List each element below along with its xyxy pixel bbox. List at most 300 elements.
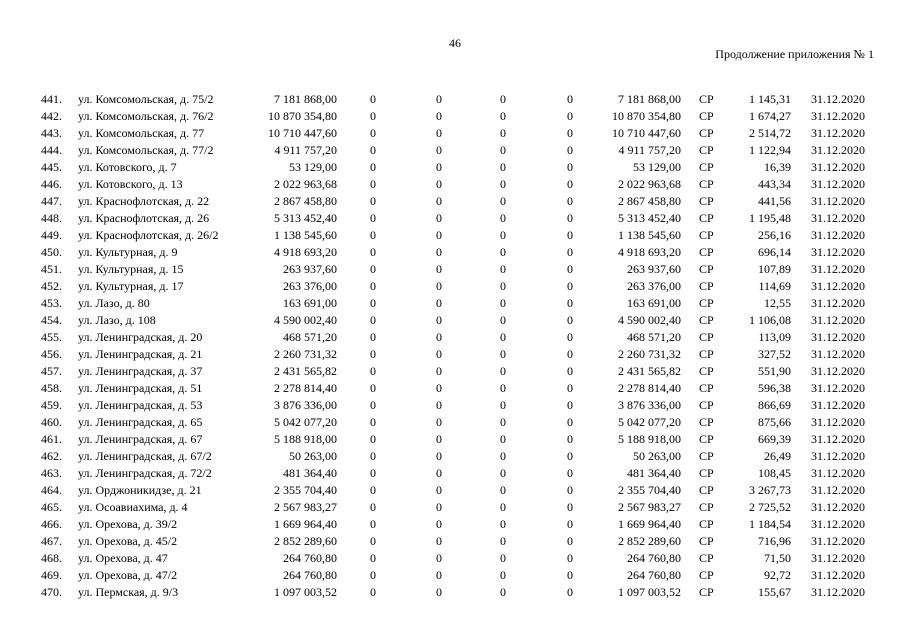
table-row (0, 329, 905, 346)
source-cell: СР (699, 551, 714, 565)
source-cell: СР (699, 92, 714, 106)
date-cell: 31.12.2020 (811, 330, 865, 344)
zero-cell-4: 0 (567, 160, 573, 174)
zero-cell-4: 0 (567, 194, 573, 208)
zero-cell-2: 0 (436, 585, 442, 599)
zero-cell-1: 0 (370, 381, 376, 395)
date-cell: 31.12.2020 (811, 228, 865, 242)
zero-cell-3: 0 (500, 262, 506, 276)
zero-cell-4: 0 (567, 279, 573, 293)
address-cell: ул. Ленинградская, д. 67/2 (78, 449, 212, 463)
row-number: 455. (41, 330, 62, 344)
zero-cell-4: 0 (567, 211, 573, 225)
row-number: 465. (41, 500, 62, 514)
table-row (0, 176, 905, 193)
zero-cell-1: 0 (370, 92, 376, 106)
address-cell: ул. Ленинградская, д. 72/2 (78, 466, 212, 480)
zero-cell-3: 0 (500, 143, 506, 157)
date-cell: 31.12.2020 (811, 143, 865, 157)
address-cell: ул. Ленинградская, д. 53 (78, 398, 203, 412)
row-number: 458. (41, 381, 62, 395)
table-row (0, 210, 905, 227)
source-cell: СР (699, 228, 714, 242)
zero-cell-3: 0 (500, 347, 506, 361)
zero-cell-4: 0 (567, 415, 573, 429)
zero-cell-2: 0 (436, 126, 442, 140)
row-number: 460. (41, 415, 62, 429)
source-cell: СР (699, 262, 714, 276)
cost-cell: 10 870 354,80 (268, 109, 337, 123)
source-cell: СР (699, 466, 714, 480)
area-cell: 327,52 (758, 347, 791, 361)
source-cell: СР (699, 109, 714, 123)
area-cell: 1 195,48 (749, 211, 791, 225)
cost-cell: 163 691,00 (283, 296, 337, 310)
source-cell: СР (699, 160, 714, 174)
cost-cell: 2 355 704,40 (274, 483, 337, 497)
table-row (0, 278, 905, 295)
zero-cell-2: 0 (436, 534, 442, 548)
total-cell: 3 876 336,00 (618, 398, 681, 412)
zero-cell-2: 0 (436, 92, 442, 106)
zero-cell-3: 0 (500, 364, 506, 378)
date-cell: 31.12.2020 (811, 109, 865, 123)
zero-cell-2: 0 (436, 330, 442, 344)
zero-cell-3: 0 (500, 160, 506, 174)
zero-cell-1: 0 (370, 177, 376, 191)
zero-cell-1: 0 (370, 347, 376, 361)
date-cell: 31.12.2020 (811, 398, 865, 412)
address-cell: ул. Орехова, д. 39/2 (78, 517, 178, 531)
area-cell: 16,39 (764, 160, 791, 174)
row-number: 445. (41, 160, 62, 174)
area-cell: 1 122,94 (749, 143, 791, 157)
row-number: 466. (41, 517, 62, 531)
table-row (0, 431, 905, 448)
zero-cell-4: 0 (567, 432, 573, 446)
date-cell: 31.12.2020 (811, 432, 865, 446)
source-cell: СР (699, 534, 714, 548)
zero-cell-4: 0 (567, 245, 573, 259)
source-cell: СР (699, 568, 714, 582)
address-cell: ул. Осоавиахима, д. 4 (78, 500, 188, 514)
source-cell: СР (699, 279, 714, 293)
area-cell: 113,09 (758, 330, 791, 344)
zero-cell-1: 0 (370, 534, 376, 548)
source-cell: СР (699, 415, 714, 429)
address-cell: ул. Ленинградская, д. 65 (78, 415, 203, 429)
total-cell: 10 870 354,80 (612, 109, 681, 123)
source-cell: СР (699, 245, 714, 259)
source-cell: СР (699, 364, 714, 378)
table-row (0, 295, 905, 312)
zero-cell-1: 0 (370, 568, 376, 582)
source-cell: СР (699, 381, 714, 395)
total-cell: 7 181 868,00 (618, 92, 681, 106)
zero-cell-4: 0 (567, 398, 573, 412)
date-cell: 31.12.2020 (811, 177, 865, 191)
zero-cell-1: 0 (370, 330, 376, 344)
address-cell: ул. Культурная, д. 15 (78, 262, 184, 276)
date-cell: 31.12.2020 (811, 160, 865, 174)
area-cell: 26,49 (764, 449, 791, 463)
zero-cell-1: 0 (370, 517, 376, 531)
zero-cell-1: 0 (370, 279, 376, 293)
cost-cell: 1 669 964,40 (274, 517, 337, 531)
row-number: 467. (41, 534, 62, 548)
zero-cell-4: 0 (567, 262, 573, 276)
zero-cell-1: 0 (370, 126, 376, 140)
zero-cell-2: 0 (436, 194, 442, 208)
address-cell: ул. Комсомольская, д. 75/2 (78, 92, 214, 106)
row-number: 448. (41, 211, 62, 225)
cost-cell: 2 852 289,60 (274, 534, 337, 548)
date-cell: 31.12.2020 (811, 500, 865, 514)
zero-cell-3: 0 (500, 415, 506, 429)
table-row (0, 193, 905, 210)
zero-cell-2: 0 (436, 432, 442, 446)
cost-cell: 468 571,20 (283, 330, 337, 344)
address-cell: ул. Орджоникидзе, д. 21 (78, 483, 202, 497)
total-cell: 481 364,40 (627, 466, 681, 480)
zero-cell-4: 0 (567, 92, 573, 106)
zero-cell-2: 0 (436, 211, 442, 225)
zero-cell-1: 0 (370, 398, 376, 412)
total-cell: 2 260 731,32 (618, 347, 681, 361)
cost-cell: 50 263,00 (289, 449, 337, 463)
table-row (0, 227, 905, 244)
zero-cell-3: 0 (500, 126, 506, 140)
zero-cell-2: 0 (436, 500, 442, 514)
zero-cell-3: 0 (500, 279, 506, 293)
row-number: 447. (41, 194, 62, 208)
total-cell: 2 567 983,27 (618, 500, 681, 514)
total-cell: 4 918 693,20 (618, 245, 681, 259)
zero-cell-3: 0 (500, 92, 506, 106)
zero-cell-3: 0 (500, 551, 506, 565)
zero-cell-4: 0 (567, 109, 573, 123)
area-cell: 3 267,73 (749, 483, 791, 497)
total-cell: 264 760,80 (627, 568, 681, 582)
zero-cell-1: 0 (370, 432, 376, 446)
source-cell: СР (699, 347, 714, 361)
table-row (0, 584, 905, 601)
zero-cell-2: 0 (436, 177, 442, 191)
source-cell: СР (699, 313, 714, 327)
zero-cell-3: 0 (500, 398, 506, 412)
area-cell: 114,69 (758, 279, 791, 293)
cost-cell: 5 188 918,00 (274, 432, 337, 446)
table-row (0, 312, 905, 329)
total-cell: 264 760,80 (627, 551, 681, 565)
table-row (0, 363, 905, 380)
data-table (0, 91, 905, 601)
area-cell: 1 184,54 (749, 517, 791, 531)
row-number: 444. (41, 143, 62, 157)
table-row (0, 125, 905, 142)
zero-cell-4: 0 (567, 347, 573, 361)
zero-cell-1: 0 (370, 449, 376, 463)
zero-cell-1: 0 (370, 500, 376, 514)
table-row (0, 397, 905, 414)
cost-cell: 2 867 458,80 (274, 194, 337, 208)
row-number: 468. (41, 551, 62, 565)
zero-cell-1: 0 (370, 143, 376, 157)
total-cell: 1 097 003,52 (618, 585, 681, 599)
row-number: 461. (41, 432, 62, 446)
source-cell: СР (699, 177, 714, 191)
row-number: 453. (41, 296, 62, 310)
table-row (0, 380, 905, 397)
area-cell: 1 106,08 (749, 313, 791, 327)
table-row (0, 516, 905, 533)
row-number: 441. (41, 92, 62, 106)
area-cell: 12,55 (764, 296, 791, 310)
date-cell: 31.12.2020 (811, 364, 865, 378)
address-cell: ул. Культурная, д. 17 (78, 279, 184, 293)
row-number: 470. (41, 585, 62, 599)
zero-cell-3: 0 (500, 483, 506, 497)
zero-cell-2: 0 (436, 347, 442, 361)
zero-cell-1: 0 (370, 585, 376, 599)
cost-cell: 2 567 983,27 (274, 500, 337, 514)
source-cell: СР (699, 211, 714, 225)
row-number: 456. (41, 347, 62, 361)
zero-cell-1: 0 (370, 466, 376, 480)
row-number: 446. (41, 177, 62, 191)
address-cell: ул. Орехова, д. 47/2 (78, 568, 178, 582)
table-row (0, 448, 905, 465)
cost-cell: 2 431 565,82 (274, 364, 337, 378)
zero-cell-2: 0 (436, 483, 442, 497)
zero-cell-2: 0 (436, 279, 442, 293)
cost-cell: 10 710 447,60 (268, 126, 337, 140)
area-cell: 716,96 (758, 534, 791, 548)
zero-cell-4: 0 (567, 143, 573, 157)
cost-cell: 7 181 868,00 (274, 92, 337, 106)
address-cell: ул. Орехова, д. 45/2 (78, 534, 178, 548)
date-cell: 31.12.2020 (811, 449, 865, 463)
source-cell: СР (699, 517, 714, 531)
row-number: 451. (41, 262, 62, 276)
table-row (0, 499, 905, 516)
zero-cell-3: 0 (500, 177, 506, 191)
zero-cell-1: 0 (370, 313, 376, 327)
area-cell: 155,67 (758, 585, 791, 599)
cost-cell: 263 376,00 (283, 279, 337, 293)
row-number: 462. (41, 449, 62, 463)
table-row (0, 533, 905, 550)
cost-cell: 481 364,40 (283, 466, 337, 480)
zero-cell-3: 0 (500, 313, 506, 327)
address-cell: ул. Лазо, д. 80 (78, 296, 150, 310)
area-cell: 92,72 (764, 568, 791, 582)
address-cell: ул. Орехова, д. 47 (78, 551, 168, 565)
cost-cell: 4 918 693,20 (274, 245, 337, 259)
cost-cell: 264 760,80 (283, 551, 337, 565)
date-cell: 31.12.2020 (811, 211, 865, 225)
total-cell: 263 376,00 (627, 279, 681, 293)
cost-cell: 53 129,00 (289, 160, 337, 174)
zero-cell-1: 0 (370, 211, 376, 225)
source-cell: СР (699, 500, 714, 514)
source-cell: СР (699, 126, 714, 140)
zero-cell-3: 0 (500, 568, 506, 582)
zero-cell-4: 0 (567, 534, 573, 548)
zero-cell-2: 0 (436, 398, 442, 412)
zero-cell-2: 0 (436, 143, 442, 157)
total-cell: 2 022 963,68 (618, 177, 681, 191)
date-cell: 31.12.2020 (811, 194, 865, 208)
zero-cell-4: 0 (567, 466, 573, 480)
date-cell: 31.12.2020 (811, 585, 865, 599)
source-cell: СР (699, 143, 714, 157)
page-number: 46 (449, 36, 461, 50)
zero-cell-2: 0 (436, 364, 442, 378)
table-row (0, 550, 905, 567)
zero-cell-2: 0 (436, 109, 442, 123)
table-row (0, 159, 905, 176)
address-cell: ул. Котовского, д. 7 (78, 160, 177, 174)
date-cell: 31.12.2020 (811, 313, 865, 327)
source-cell: СР (699, 483, 714, 497)
row-number: 450. (41, 245, 62, 259)
source-cell: СР (699, 330, 714, 344)
total-cell: 4 911 757,20 (618, 143, 681, 157)
source-cell: СР (699, 432, 714, 446)
address-cell: ул. Комсомольская, д. 77 (78, 126, 205, 140)
table-row (0, 567, 905, 584)
zero-cell-4: 0 (567, 551, 573, 565)
date-cell: 31.12.2020 (811, 381, 865, 395)
table-row (0, 108, 905, 125)
zero-cell-2: 0 (436, 415, 442, 429)
area-cell: 107,89 (758, 262, 791, 276)
address-cell: ул. Лазо, д. 108 (78, 313, 156, 327)
address-cell: ул. Краснофлотская, д. 22 (78, 194, 210, 208)
table-row (0, 414, 905, 431)
zero-cell-3: 0 (500, 534, 506, 548)
zero-cell-2: 0 (436, 466, 442, 480)
address-cell: ул. Котовского, д. 13 (78, 177, 183, 191)
total-cell: 2 852 289,60 (618, 534, 681, 548)
zero-cell-4: 0 (567, 330, 573, 344)
total-cell: 2 431 565,82 (618, 364, 681, 378)
zero-cell-4: 0 (567, 177, 573, 191)
row-number: 442. (41, 109, 62, 123)
source-cell: СР (699, 585, 714, 599)
table-row (0, 482, 905, 499)
zero-cell-1: 0 (370, 228, 376, 242)
row-number: 464. (41, 483, 62, 497)
zero-cell-1: 0 (370, 109, 376, 123)
date-cell: 31.12.2020 (811, 466, 865, 480)
cost-cell: 1 138 545,60 (274, 228, 337, 242)
area-cell: 256,16 (758, 228, 791, 242)
area-cell: 866,69 (758, 398, 791, 412)
zero-cell-3: 0 (500, 517, 506, 531)
area-cell: 596,38 (758, 381, 791, 395)
date-cell: 31.12.2020 (811, 126, 865, 140)
area-cell: 443,34 (758, 177, 791, 191)
zero-cell-2: 0 (436, 449, 442, 463)
zero-cell-4: 0 (567, 381, 573, 395)
zero-cell-4: 0 (567, 483, 573, 497)
zero-cell-1: 0 (370, 483, 376, 497)
date-cell: 31.12.2020 (811, 517, 865, 531)
area-cell: 71,50 (764, 551, 791, 565)
total-cell: 10 710 447,60 (612, 126, 681, 140)
total-cell: 50 263,00 (633, 449, 681, 463)
zero-cell-2: 0 (436, 228, 442, 242)
table-row (0, 142, 905, 159)
cost-cell: 4 911 757,20 (274, 143, 337, 157)
address-cell: ул. Ленинградская, д. 67 (78, 432, 203, 446)
total-cell: 5 188 918,00 (618, 432, 681, 446)
total-cell: 2 278 814,40 (618, 381, 681, 395)
zero-cell-2: 0 (436, 313, 442, 327)
zero-cell-4: 0 (567, 364, 573, 378)
zero-cell-1: 0 (370, 296, 376, 310)
row-number: 463. (41, 466, 62, 480)
area-cell: 696,14 (758, 245, 791, 259)
row-number: 452. (41, 279, 62, 293)
zero-cell-4: 0 (567, 296, 573, 310)
total-cell: 1 138 545,60 (618, 228, 681, 242)
date-cell: 31.12.2020 (811, 245, 865, 259)
zero-cell-2: 0 (436, 245, 442, 259)
cost-cell: 2 022 963,68 (274, 177, 337, 191)
total-cell: 468 571,20 (627, 330, 681, 344)
row-number: 457. (41, 364, 62, 378)
table-row (0, 91, 905, 108)
source-cell: СР (699, 398, 714, 412)
date-cell: 31.12.2020 (811, 551, 865, 565)
area-cell: 875,66 (758, 415, 791, 429)
zero-cell-3: 0 (500, 228, 506, 242)
zero-cell-4: 0 (567, 500, 573, 514)
total-cell: 263 937,60 (627, 262, 681, 276)
cost-cell: 4 590 002,40 (274, 313, 337, 327)
table-row (0, 465, 905, 482)
zero-cell-4: 0 (567, 449, 573, 463)
zero-cell-2: 0 (436, 381, 442, 395)
zero-cell-4: 0 (567, 126, 573, 140)
area-cell: 2 514,72 (749, 126, 791, 140)
total-cell: 5 042 077,20 (618, 415, 681, 429)
zero-cell-1: 0 (370, 262, 376, 276)
address-cell: ул. Ленинградская, д. 37 (78, 364, 203, 378)
continuation-note: Продолжение приложения № 1 (715, 47, 874, 61)
date-cell: 31.12.2020 (811, 415, 865, 429)
address-cell: ул. Культурная, д. 9 (78, 245, 178, 259)
zero-cell-1: 0 (370, 364, 376, 378)
total-cell: 5 313 452,40 (618, 211, 681, 225)
address-cell: ул. Краснофлотская, д. 26/2 (78, 228, 219, 242)
date-cell: 31.12.2020 (811, 296, 865, 310)
date-cell: 31.12.2020 (811, 534, 865, 548)
total-cell: 163 691,00 (627, 296, 681, 310)
area-cell: 669,39 (758, 432, 791, 446)
area-cell: 108,45 (758, 466, 791, 480)
zero-cell-3: 0 (500, 381, 506, 395)
table-row (0, 244, 905, 261)
zero-cell-3: 0 (500, 330, 506, 344)
zero-cell-2: 0 (436, 262, 442, 276)
source-cell: СР (699, 449, 714, 463)
zero-cell-3: 0 (500, 449, 506, 463)
area-cell: 1 145,31 (749, 92, 791, 106)
